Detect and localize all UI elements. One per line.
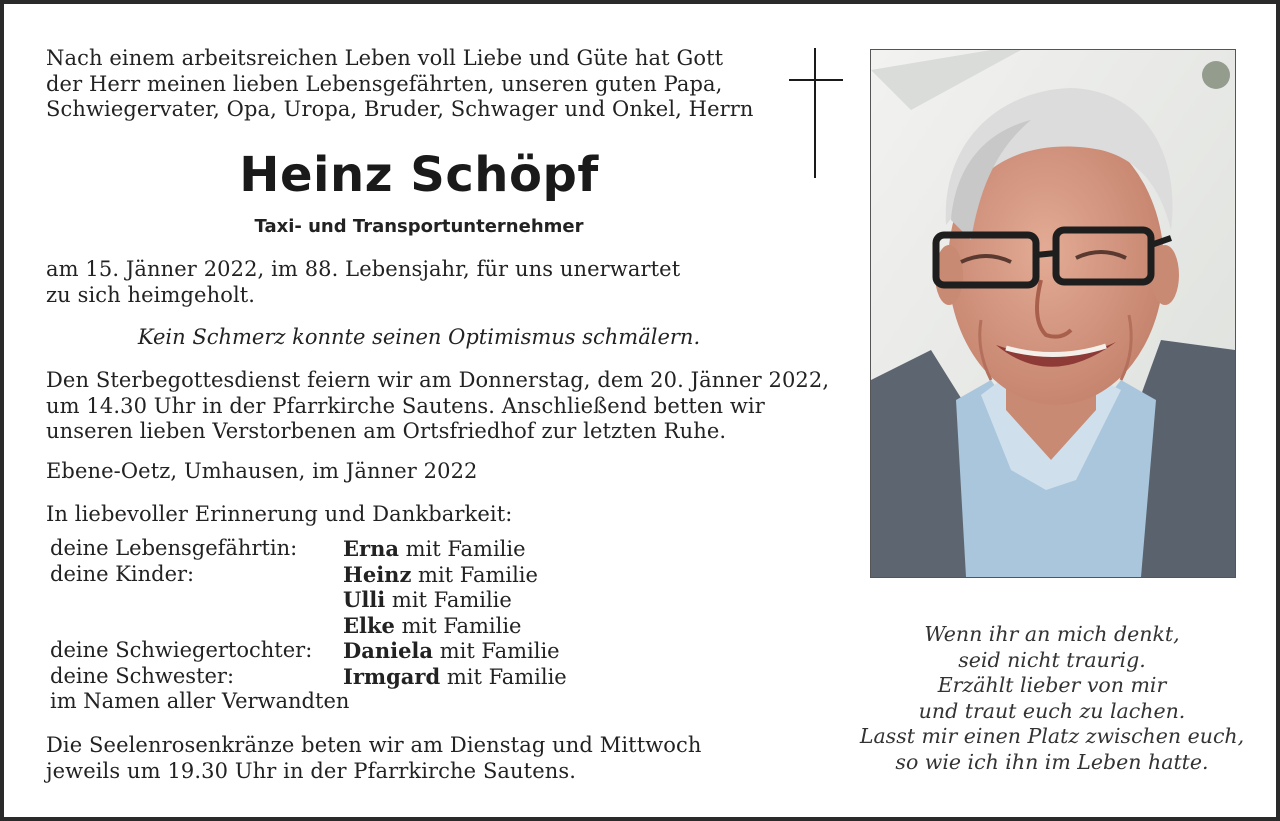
mourner-suffix: mit Familie (433, 639, 560, 663)
mourner-suffix: mit Familie (398, 537, 526, 561)
mourner-suffix: mit Familie (440, 664, 567, 689)
poem-line: und traut euch zu lachen. (918, 698, 1186, 723)
portrait-illustration (871, 50, 1235, 577)
intro-line: der Herr meinen lieben Lebensgefährten, unseren guten Papa, (46, 71, 723, 96)
mourner-name: Irmgard (343, 663, 441, 689)
mourner-relation: deine Schwester: (50, 663, 235, 688)
portrait-photo (870, 49, 1236, 578)
deceased-occupation: Taxi- und Transportunternehmer (254, 216, 584, 237)
mourner-suffix: mit Familie (394, 613, 522, 638)
funeral-service-text (46, 368, 829, 445)
mourner-relation: im Namen aller Verwandten (50, 689, 350, 713)
mourner-name: Heinz (343, 561, 412, 587)
cross-icon (789, 48, 843, 178)
deceased-name: Heinz Schöpf (239, 147, 599, 203)
service-line: um 14.30 Uhr in der Pfarrkirche Sautens. Anschließend betten wir (46, 393, 765, 418)
death-notice (46, 257, 680, 308)
mourner-relation: deine Kinder: (50, 561, 195, 586)
death-line: zu sich heimgeholt. (46, 282, 256, 307)
motto: Kein Schmerz konnte seinen Optimismus schmälern. (137, 325, 701, 349)
mourner-suffix: mit Familie (385, 588, 512, 612)
mourner-suffix: mit Familie (411, 562, 538, 587)
mourner-name: Daniela (343, 638, 434, 663)
memory-heading: In liebevoller Erinnerung und Dankbarkeit: (46, 502, 513, 526)
rosary-line: jeweils um 19.30 Uhr in der Pfarrkirche Sautens. (46, 758, 577, 783)
poem-line: Wenn ihr an mich denkt, (924, 622, 1180, 646)
intro-line: Nach einem arbeitsreichen Leben voll Liebe und Güte hat Gott (46, 46, 724, 70)
rosary-line: Die Seelenrosenkränze beten wir am Dienstag und Mittwoch (46, 733, 702, 757)
poem-line: so wie ich ihn im Leben hatte. (895, 749, 1209, 774)
service-line: Den Sterbegottesdienst feiern wir am Donnerstag, dem 20. Jänner 2022, (46, 368, 830, 392)
death-line: am 15. Jänner 2022, im 88. Lebensjahr, für uns unerwartet (46, 257, 681, 281)
rosary-text (46, 733, 702, 784)
mourner-relation: deine Lebensgefährtin: (50, 536, 298, 560)
intro-line: Schwiegervater, Opa, Uropa, Bruder, Schwager und Onkel, Herrn (46, 97, 754, 121)
mourner-name: Elke (343, 612, 395, 638)
poem-line: seid nicht traurig. (958, 647, 1146, 672)
mourner-name: Ulli (343, 587, 386, 612)
poem-line: Lasst mir einen Platz zwischen euch, (859, 724, 1245, 748)
place-date: Ebene-Oetz, Umhausen, im Jänner 2022 (46, 459, 478, 483)
poem-line: Erzählt lieber von mir (937, 673, 1167, 697)
service-line: unseren lieben Verstorbenen am Ortsfriedhof zur letzten Ruhe. (46, 419, 727, 443)
poem (852, 622, 1252, 775)
mourner-relation: deine Schwiegertochter: (50, 638, 313, 662)
mourner-name: Erna (343, 536, 399, 561)
intro-text (46, 46, 754, 123)
